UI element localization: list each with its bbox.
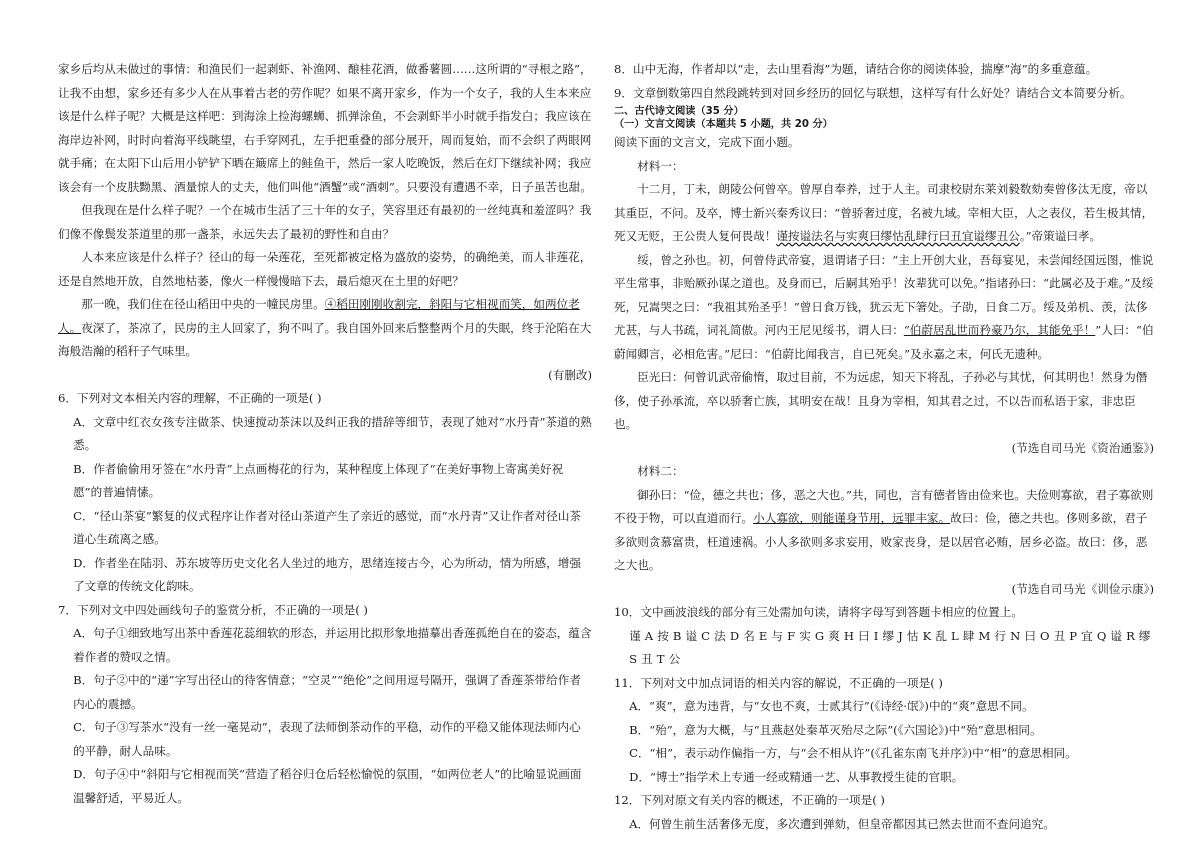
passage-text: 那一晚，我们住在径山稻田中央的一幢民房里。 bbox=[81, 297, 325, 311]
material-1-label: 材料一： bbox=[637, 158, 684, 173]
question-6-option-a: A．文章中红衣女孩专注做茶、快速搅动茶沫以及纠正我的措辞等细节，表现了她对“水丹青”茶道的熟悉。 bbox=[73, 414, 592, 452]
question-7-option-c: C．句子③写茶水“没有一丝一毫晃动”，表现了法师倒茶动作的平稳，动作的平稳又能体现法师内心的平静，耐人品味。 bbox=[73, 720, 581, 758]
material-2-source: (节选自司马光《训俭示康》) bbox=[1011, 581, 1154, 596]
underlined-sentence: 小人寡欲，则能谨身节用，远罪丰家。 bbox=[753, 511, 951, 525]
question-7-option-b: B．句子②中的“递”字写出径山的待客情意；“空灵”“绝伦”之间用逗号隔开，强调了香莲茶带给作者内心的震撼。 bbox=[73, 673, 581, 711]
material-2-label: 材料二： bbox=[637, 464, 684, 478]
underlined-sentence-4: ④稻田刚刚收割完，斜阳与它相视而笑，如两位老人。 bbox=[58, 297, 580, 335]
material-text: 绥，曾之孙也。初，何曾侍武帝宴，退谓诸子曰：“主上开创大业，吾每宴见，未尝闻经国远图，惟说平生常事，非贻厥孙谋之道也。及身而已，后嗣其殆乎！汝辈犹可以免。”指诸孙曰：“此属必及于难。”及绥死，兄嵩哭之曰：“我祖其殆圣乎！”曾日食万钱，犹云无下箸处。子劭，日食二万。绥及弟机、羡，汰侈尤甚，与人书疏，词礼简傲。河内王尼见绥书，谓人曰： bbox=[614, 252, 1154, 337]
material-2-paragraph bbox=[614, 484, 1154, 578]
passage-paragraph bbox=[58, 293, 592, 364]
question-10-letter-sequence: 谨 A 按 B 谥 C 法 D 名 E 与 F 实 G 爽 H 曰 I 缪 J 怙 K 乱 L 肆 M 行 N 曰 O 丑 P 宜 Q 谥 R 缪 S 丑 T 公 bbox=[629, 628, 1151, 666]
right-column bbox=[614, 58, 1154, 836]
wavy-underlined-text: 谨按谥法名与实爽曰缪怙乱肆行曰丑宜谥缪丑公 bbox=[776, 229, 1020, 243]
passage-source: (有删改) bbox=[548, 367, 592, 382]
material-1-paragraph bbox=[614, 178, 1154, 249]
passage-paragraph: 家乡后均从未做过的事情：和渔民们一起剥虾、补渔网、酿桂花酒，做番薯圆……这所谓的“寻根之路”，让我不由想，家乡还有多少人在从事着古老的劳作呢？如果不离开家乡，作为一个女子，我的人生本来应该是什么样子呢？大概是这样吧：到海涂上捡海螺蛳、抓弹涂鱼，不会剥虾半小时就手指发白；我应该在海岸边补网，时时向着海平线眺望，右手穿网孔，左手把重叠的部分展开，周而复始，而不会织了两眼网就手痛；在太阳下山后用小铲铲下晒在簸席上的鲑鱼干，然后一家人吃晚饭，然后在灯下继续补网；我应该会有一个皮肤黝黑、酒量惊人的丈夫，他们叫他“酒蟹”或“酒刺”。只要没有遭遇不幸，日子虽苦也甜。 bbox=[58, 62, 592, 194]
material-text: 故曰：俭，德之共也。侈则多欲，君子多欲则贪慕富贵，枉道速祸。小人多欲则多求妄用，败家丧身，是以居官必贿，居乡必盗。故曰：侈，恶之大也。 bbox=[614, 511, 1148, 572]
passage-text: 夜深了，茶凉了，民房的主人回家了，狗不叫了。我自国外回来后整整两个月的失眠，终于沦陷在大海般浩瀚的稻秆子气味里。 bbox=[58, 320, 592, 358]
reading-instruction: 阅读下面的文言文，完成下面小题。 bbox=[614, 135, 800, 149]
subsection-heading: （一）文言文阅读（本题共 5 小题，共 20 分） bbox=[614, 119, 833, 130]
passage-paragraph: 人本来应该是什么样子？径山的每一朵莲花，至死都被定格为盛放的姿势，的确绝美，而人非莲花，还是自然地开放，自然地枯萎，像火一样慢慢暗下去，最后熄灭在土里的好吧？ bbox=[58, 250, 592, 288]
question-11-option-a: A．“爽”，意为违背，与“女也不爽，士贰其行”(《诗经·氓》)中的“爽”意思不同。 bbox=[629, 699, 1034, 713]
section-heading: 二、古代诗文阅读（35 分） bbox=[614, 106, 744, 117]
question-11-option-c: C．“相”，表示动作偏指一方，与“会不相从许”(《孔雀东南飞并序》)中“相”的意思相同。 bbox=[629, 746, 1077, 760]
question-6-option-c: C．“径山茶宴”繁复的仪式程序让作者对径山茶道产生了亲近的感觉，而“水丹青”又让作者对径山茶道心生疏离之感。 bbox=[73, 508, 582, 546]
material-1-source: (节选自司马光《资治通鉴》) bbox=[1011, 440, 1154, 455]
question-6-option-d: D．作者坐在陆羽、苏东坡等历史文化名人坐过的地方，思绪连接古今，心为所动，情为所感，增强了文章的传统文化韵味。 bbox=[73, 555, 581, 593]
passage-paragraph: 但我现在是什么样子呢？一个在城市生活了三十年的女子，笑容里还有最初的一丝纯真和羞涩吗？我们像不像鬓发茶道里的那一盏茶，永远失去了最初的野性和自由？ bbox=[58, 203, 592, 241]
question-6: 6．下列对文本相关内容的理解，不正确的一项是( ) bbox=[58, 391, 322, 405]
question-12: 12．下列对原文有关内容的概述，不正确的一项是( ) bbox=[614, 793, 885, 807]
question-11-option-d: D．“博士”指学术上专通一经或精通一艺、从事教授生徒的官职。 bbox=[629, 769, 964, 784]
question-6-option-b: B．作者偷偷用牙签在“水丹青”上点画梅花的行为，某种程度上体现了“在美好事物上寄寓美好祝愿”的普遍情愫。 bbox=[73, 461, 564, 499]
question-7-option-d: D．句子④中“斜阳与它相视而笑”营造了稻谷归仓后轻松愉悦的氛围，“如两位老人”的比喻显说画面温馨舒适，平易近人。 bbox=[73, 767, 582, 805]
material-text: 。”帝策谥曰孝。 bbox=[1019, 229, 1102, 243]
question-8: 8．山中无海，作者却以“走，去山里看海”为题，请结合你的阅读体验，揣摩“海”的多重意蕴。 bbox=[614, 62, 1098, 76]
question-11: 11．下列对文中加点词语的相关内容的解说，不正确的一项是( ) bbox=[614, 675, 943, 690]
question-12-option-a: A．何曾生前生活奢侈无度，多次遭到弹劾，但皇帝都因其已然去世而不查问追究。 bbox=[629, 816, 1055, 831]
material-1-paragraph bbox=[614, 249, 1154, 367]
material-1-paragraph: 臣光曰：何曾讥武帝偷惰，取过目前，不为远虑，知天下将乱，子孙必与其忧，何其明也！然身为僭侈，使子孙承流，卒以骄奢亡族，其明安在哉！且身为宰相，知其君之过，不以告而私语于家，非忠臣也。 bbox=[614, 370, 1148, 431]
material-text: ”人曰：“伯蔚闻卿言，必相危害。”尼曰：“伯蔚比闻我言，自已死矣。”及永嘉之末，何氏无遗种。 bbox=[614, 323, 1154, 361]
question-10: 10．文中画波浪线的部分有三处需加句读，请将字母写到答题卡相应的位置上。 bbox=[614, 605, 1023, 619]
question-9: 9．文章倒数第四自然段跳转到对回乡经历的回忆与联想，这样写有什么好处？请结合文本简要分析。 bbox=[614, 85, 1132, 100]
underlined-sentence: “伯蔚居乱世而矜豪乃尔，其能免乎！ bbox=[903, 323, 1096, 337]
question-11-option-b: B．“殆”，意为大概，与“且燕赵处秦革灭殆尽之际”(《六国论》)中“殆”意思相同。 bbox=[629, 722, 1042, 737]
material-text: 十二月，丁未，朗陵公何曾卒。曾厚自奉养，过于人主。司隶校尉东莱刘毅数劾奏曾侈汰无度，帝以其重臣，不问。及卒，博士新兴秦秀议曰：“曾骄奢过度，名被九域。宰相大臣，人之表仪，若生极其情，死又无贬，王公贵人复何畏哉！ bbox=[614, 182, 1154, 243]
left-column bbox=[58, 58, 592, 810]
question-7-option-a: A．句子①细致地写出茶中香莲花蕊细软的形态，并运用比拟形象地描摹出香莲孤绝自在的姿态，蕴含着作者的赞叹之情。 bbox=[73, 626, 592, 664]
material-text: 御孙曰：“俭，德之共也；侈，恶之大也。”共，同也，言有德者皆由俭来也。夫俭则寡欲，君子寡欲则不役于物，可以直道而行。 bbox=[614, 487, 1154, 525]
question-7: 7．下列对文中四处画线句子的鉴赏分析，不正确的一项是( ) bbox=[58, 602, 368, 617]
